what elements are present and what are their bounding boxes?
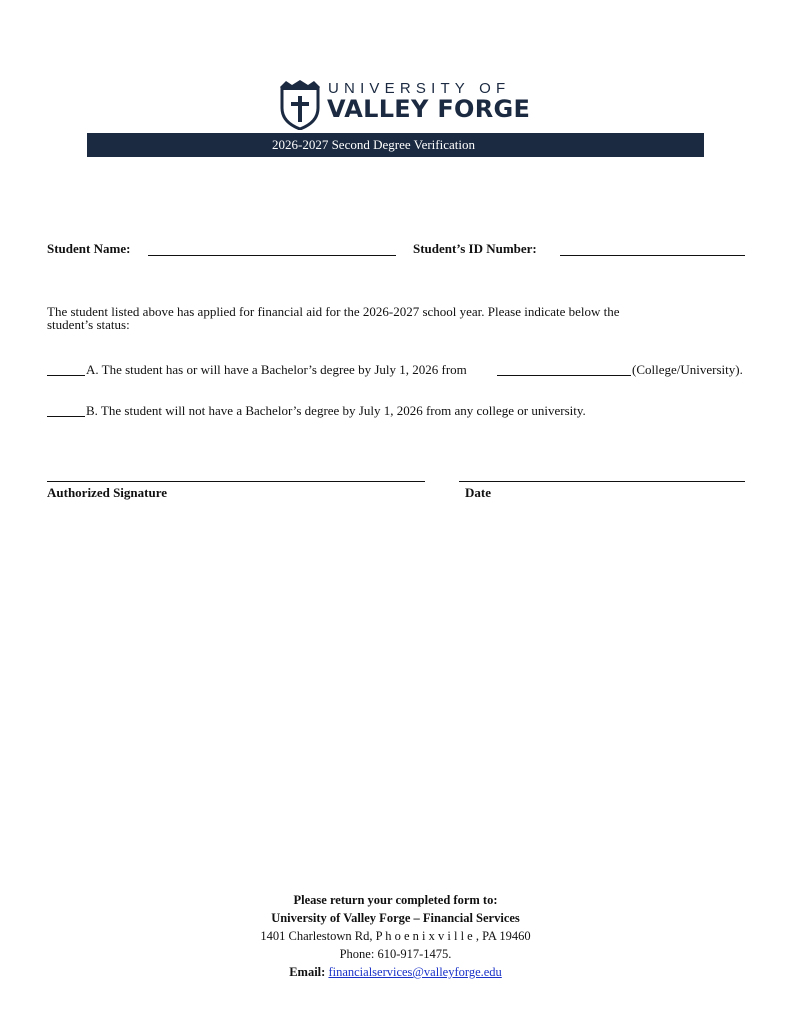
footer-email-row (0, 963, 791, 981)
option-a-text: A. The student has or will have a Bachelor’s degree by July 1, 2026 from (86, 362, 467, 377)
footer-email-link[interactable]: financialservices@valleyforge.edu (328, 965, 502, 979)
logo-bottom-text: VALLEY FORGE (327, 95, 531, 123)
footer-heading: Please return your completed form to: (293, 893, 498, 907)
student-name-field[interactable] (148, 255, 396, 256)
footer-phone: Phone: 610-917-1475. (339, 947, 452, 961)
authorized-signature-field[interactable] (47, 481, 425, 482)
option-b-check-field[interactable] (47, 416, 85, 417)
student-name-label: Student Name: (47, 241, 131, 256)
logo-top-text: UNIVERSITY OF (328, 80, 511, 97)
student-id-label: Student’s ID Number: (413, 241, 537, 256)
college-university-field[interactable] (497, 375, 631, 376)
option-a-check-field[interactable] (47, 375, 85, 376)
intro-line-2: student’s status: (47, 317, 130, 332)
option-b-text: B. The student will not have a Bachelor’s degree by July 1, 2026 from any college or university. (86, 403, 586, 418)
return-instructions (0, 891, 791, 981)
date-field[interactable] (459, 481, 745, 482)
university-logo (278, 78, 531, 130)
student-id-field[interactable] (560, 255, 745, 256)
footer-office: University of Valley Forge – Financial Services (271, 911, 520, 925)
form-title: 2026-2027 Second Degree Verification (271, 137, 475, 152)
form-title-bar (87, 133, 704, 157)
authorized-signature-label: Authorized Signature (47, 485, 168, 500)
option-a-suffix: (College/University). (632, 362, 743, 377)
footer-email-label: Email: (289, 965, 326, 979)
date-label: Date (465, 485, 491, 500)
intro-line-1: The student listed above has applied for financial aid for the 2026-2027 school year. Please indicate below the (47, 304, 620, 319)
footer-address: 1401 Charlestown Rd, P h o e n i x v i l l e , PA 19460 (260, 929, 531, 943)
shield-cross-icon (278, 78, 322, 130)
